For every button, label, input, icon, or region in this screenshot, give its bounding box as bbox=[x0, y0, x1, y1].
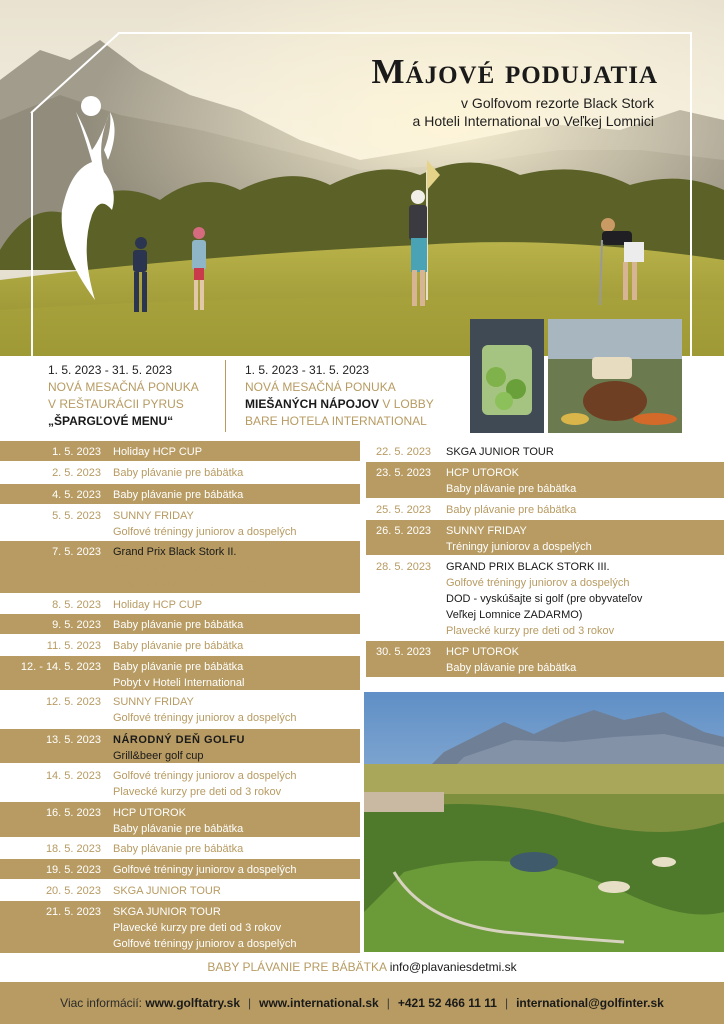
event-date: 12. - 14. 5. 2023 bbox=[20, 661, 101, 673]
event-description bbox=[446, 644, 576, 676]
event-description bbox=[113, 841, 243, 857]
event-line: Baby plávanie pre bábätka bbox=[446, 662, 577, 674]
event-line: Golfové tréningy juniorov a dospelých bbox=[446, 577, 630, 589]
event-line: Golfové tréningy juniorov a dospelých bbox=[113, 578, 297, 590]
event-line: Baby plávanie pre bábätka bbox=[113, 467, 244, 479]
event-date: 25. 5. 2023 bbox=[376, 504, 432, 516]
page-title: Májové podujatia bbox=[371, 52, 658, 91]
page-subtitle: v Golfovom rezorte Black Stork a Hoteli International vo Veľkej Lomnici bbox=[412, 95, 654, 129]
event-row bbox=[366, 556, 724, 640]
event-row bbox=[0, 838, 360, 858]
event-line: Golfové tréningy juniorov a dospelých bbox=[113, 864, 297, 876]
event-row bbox=[366, 441, 724, 461]
event-row bbox=[0, 765, 360, 801]
event-date: 18. 5. 2023 bbox=[45, 843, 101, 855]
event-line: SUNNY FRIDAY bbox=[113, 510, 194, 522]
event-line: Baby plávanie pre bábätka bbox=[446, 504, 577, 516]
event-date: 5. 5. 2023 bbox=[52, 510, 101, 522]
event-date: 1. 5. 2023 bbox=[52, 446, 101, 458]
event-row bbox=[0, 635, 360, 655]
event-row bbox=[366, 520, 724, 555]
event-description bbox=[113, 904, 296, 952]
frame-left bbox=[31, 112, 33, 356]
event-description bbox=[446, 559, 642, 639]
event-line: Plavecké kurzy pre deti od 3 rokov bbox=[113, 786, 282, 798]
event-date: 22. 5. 2023 bbox=[376, 446, 432, 458]
event-row bbox=[366, 499, 724, 519]
event-line: Golfové tréningy juniorov a dospelých bbox=[113, 526, 297, 538]
event-description bbox=[113, 862, 296, 878]
event-date: 28. 5. 2023 bbox=[376, 561, 432, 573]
phone-number[interactable]: +421 52 466 11 11 bbox=[397, 996, 497, 1010]
event-description bbox=[446, 465, 576, 497]
event-description bbox=[113, 805, 243, 837]
event-line: Pobyt v Hoteli International bbox=[113, 677, 245, 689]
event-line: Grand Prix Black Stork II. bbox=[113, 546, 237, 558]
event-description bbox=[113, 732, 245, 764]
event-date: 20. 5. 2023 bbox=[45, 885, 101, 897]
menu-divider bbox=[225, 360, 226, 432]
event-row bbox=[0, 729, 360, 763]
menu-offer-lobby-bar: 1. 5. 2023 - 31. 5. 2023 NOVÁ MESAČNÁ PONUKA MIEŠANÝCH NÁPOJOV V LOBBY BARE HOTELA INTERNATIONAL bbox=[245, 363, 434, 428]
event-line: Baby plávanie pre bábätka bbox=[113, 489, 244, 501]
frame-right bbox=[690, 32, 692, 356]
event-description bbox=[113, 544, 296, 592]
event-date: 4. 5. 2023 bbox=[52, 489, 101, 501]
event-row bbox=[0, 691, 360, 727]
event-date: 9. 5. 2023 bbox=[52, 619, 101, 631]
menu-offer-restaurant: 1. 5. 2023 - 31. 5. 2023 NOVÁ MESAČNÁ PONUKA V REŠTAURÁCII PYRUS „ŠPARGĽOVÉ MENU“ bbox=[48, 363, 199, 428]
event-description bbox=[446, 444, 554, 460]
event-line: SUNNY FRIDAY bbox=[446, 525, 527, 537]
event-row bbox=[0, 614, 360, 634]
food-drink-thumbnails bbox=[470, 319, 682, 433]
event-line: Golfové tréningy juniorov a dospelých bbox=[113, 938, 297, 950]
event-description bbox=[113, 465, 243, 481]
hero-photo bbox=[0, 0, 724, 356]
event-line: Baby plávanie pre bábätka bbox=[113, 661, 244, 673]
event-line: HCP UTOROK bbox=[446, 467, 519, 479]
menu-offer-dates: 1. 5. 2023 - 31. 5. 2023 bbox=[48, 363, 173, 377]
event-description bbox=[113, 487, 243, 503]
event-description bbox=[113, 508, 296, 540]
event-line: Baby plávanie pre bábätka bbox=[113, 823, 244, 835]
event-line: Golfové tréningy juniorov a dospelých bbox=[113, 712, 297, 724]
event-row bbox=[0, 484, 360, 504]
event-description bbox=[113, 883, 221, 899]
event-line: Baby plávanie pre bábätka bbox=[446, 483, 577, 495]
event-line: Holiday HCP CUP bbox=[113, 599, 203, 611]
event-row bbox=[366, 462, 724, 498]
event-line: GRAND PRIX BLACK STORK III. bbox=[446, 561, 610, 573]
footer-contacts: Viac informácií: www.golftatry.sk | www.international.sk | +421 52 466 11 11 | international@golfinter.sk bbox=[0, 982, 724, 1024]
event-line: Grill&beer golf cup bbox=[113, 750, 204, 762]
event-row bbox=[0, 441, 360, 461]
event-date: 7. 5. 2023 bbox=[52, 546, 101, 558]
event-line: NÁRODNÝ DEŇ GOLFU bbox=[113, 734, 245, 746]
event-description bbox=[446, 523, 592, 555]
event-row bbox=[0, 594, 360, 613]
aerial-golf-course-photo bbox=[364, 692, 724, 952]
event-date: 11. 5. 2023 bbox=[46, 640, 101, 652]
event-line: Baby plávanie pre bábätka bbox=[113, 843, 244, 855]
event-line: SKGA JUNIOR TOUR bbox=[113, 885, 221, 897]
event-line: Baby plávanie pre bábätka bbox=[113, 640, 244, 652]
event-line: Veľkej Lomnice ZADARMO) bbox=[446, 609, 583, 621]
baby-swimming-email[interactable]: info@plavaniesdetmi.sk bbox=[389, 960, 517, 974]
event-date: 26. 5. 2023 bbox=[376, 525, 432, 537]
event-date: 21. 5. 2023 bbox=[45, 906, 101, 918]
frame-top bbox=[118, 32, 692, 34]
event-description bbox=[113, 694, 296, 726]
event-line: Plavecké kurzy pre deti od 3 rokov bbox=[446, 625, 615, 637]
event-description bbox=[113, 638, 243, 654]
event-description bbox=[113, 659, 244, 691]
event-description bbox=[113, 617, 243, 633]
golftatry-link[interactable]: www.golftatry.sk bbox=[145, 996, 241, 1010]
event-line: Golfové tréningy juniorov a dospelých bbox=[113, 770, 297, 782]
email-link[interactable]: international@golfinter.sk bbox=[516, 996, 664, 1010]
event-row bbox=[0, 656, 360, 690]
event-row bbox=[0, 880, 360, 900]
event-line: SKGA JUNIOR TOUR bbox=[446, 446, 554, 458]
event-row bbox=[0, 859, 360, 879]
event-line: Holiday HCP CUP bbox=[113, 446, 203, 458]
event-line: HCP UTOROK bbox=[446, 646, 519, 658]
international-link[interactable]: www.international.sk bbox=[259, 996, 379, 1010]
event-row bbox=[366, 641, 724, 677]
event-description bbox=[113, 768, 296, 800]
event-description bbox=[113, 444, 202, 460]
event-date: 8. 5. 2023 bbox=[52, 599, 101, 611]
event-date: 19. 5. 2023 bbox=[45, 864, 101, 876]
baby-swimming-info: BABY PLÁVANIE PRE BÁBÄTKA info@plavaniesdetmi.sk bbox=[207, 960, 517, 974]
event-line: HCP UTOROK bbox=[113, 807, 186, 819]
event-date: 23. 5. 2023 bbox=[376, 467, 432, 479]
event-date: 2. 5. 2023 bbox=[52, 467, 101, 479]
event-line: Plavecké kurzy pre deti od 3 rokov bbox=[113, 922, 282, 934]
event-date: 13. 5. 2023 bbox=[45, 734, 101, 746]
event-line: SUNNY FRIDAY bbox=[113, 696, 194, 708]
event-line: Plavecké kurzy pre deti od 3 rokov bbox=[113, 562, 282, 574]
menu-offer-dates: 1. 5. 2023 - 31. 5. 2023 bbox=[245, 363, 370, 377]
event-row bbox=[0, 901, 360, 953]
event-date: 12. 5. 2023 bbox=[45, 696, 101, 708]
event-line: Baby plávanie pre bábätka bbox=[113, 619, 244, 631]
event-line: SKGA JUNIOR TOUR bbox=[113, 906, 221, 918]
event-description bbox=[446, 502, 576, 518]
event-row bbox=[0, 802, 360, 837]
event-row bbox=[0, 505, 360, 539]
event-row bbox=[0, 541, 360, 593]
frame-roof bbox=[30, 30, 130, 120]
event-date: 30. 5. 2023 bbox=[376, 646, 432, 658]
event-line: DOD - vyskúšajte si golf (pre obyvateľov bbox=[446, 593, 643, 605]
event-description bbox=[113, 597, 202, 613]
event-row bbox=[0, 462, 360, 482]
event-date: 16. 5. 2023 bbox=[45, 807, 101, 819]
event-line: Tréningy juniorov a dospelých bbox=[446, 541, 592, 553]
event-date: 14. 5. 2023 bbox=[45, 770, 101, 782]
